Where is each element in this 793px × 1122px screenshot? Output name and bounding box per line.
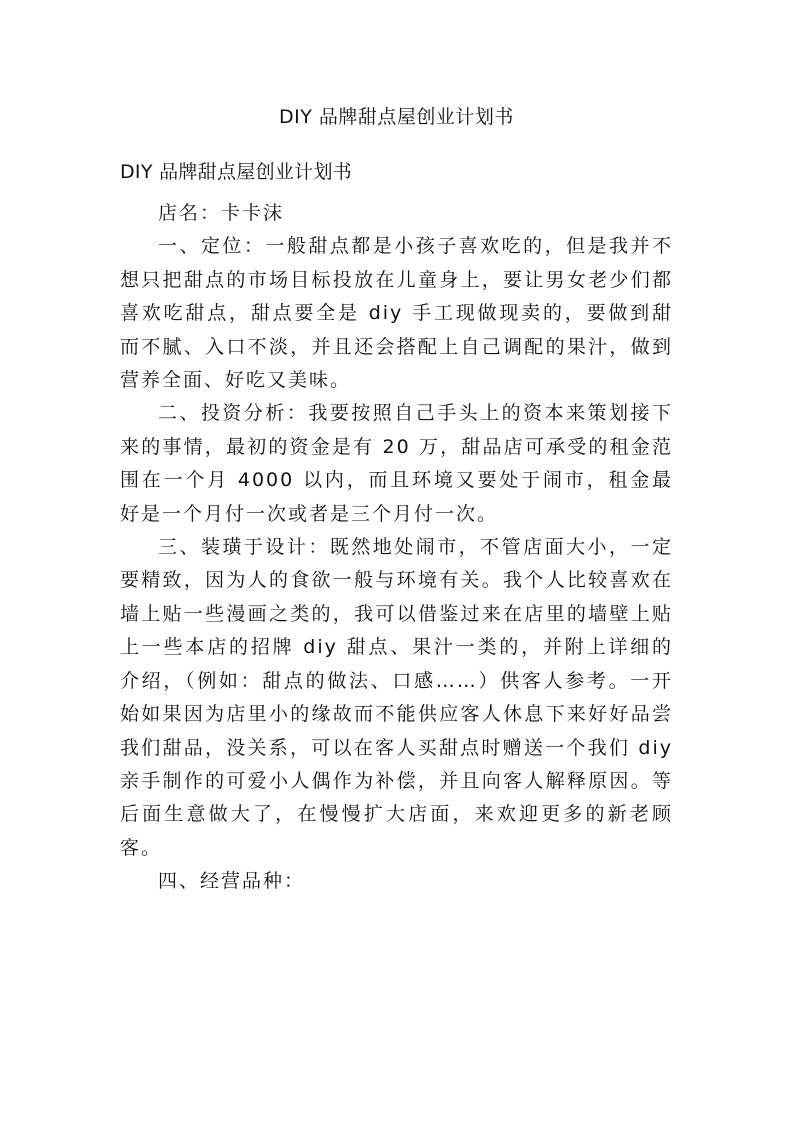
document-body <box>120 156 673 899</box>
document-title: DIY 品牌甜点屋创业计划书 <box>279 106 514 128</box>
paragraph-shop-name: 店名：卡卡沫 <box>158 202 285 224</box>
paragraph-product-varieties: 四、经营品种： <box>158 870 306 893</box>
document-subtitle: DIY 品牌甜点屋创业计划书 <box>120 161 353 183</box>
paragraph-investment-analysis: 二、投资分析：我要按照自己手头上的资本来策划接下来的事情，最初的资金是有 20 万，甜品店可承受的租金范围在一个月 4000 以内，而且环境又要处于闹市，租金最好是一个月付一次或者是三个月付一次。 <box>120 402 673 525</box>
paragraph-decoration-design: 三、装璜于设计：既然地处闹市，不管店面大小，一定要精致，因为人的食欲一般与环境有关。我个人比较喜欢在墙上贴一些漫画之类的，我可以借鉴过来在店里的墙壁上贴上一些本店的招牌 diy 甜点、果汁一类的，并附上详细的介绍，（例如：甜点的做法、口感……）供客人参考。一开始如果因为店里小的缘故而不能供应客人休息下来好好品尝我们甜品，没关系，可以在客人买甜点时赠送一个我们 diy 亲手制作的可爱小人偶作为补偿，并且向客人解释原因。等后面生意做大了，在慢慢扩大店面，来欢迎更多的新老顾客。 <box>120 536 673 859</box>
paragraph-positioning: 一、定位：一般甜点都是小孩子喜欢吃的，但是我并不想只把甜点的市场目标投放在儿童身上，要让男女老少们都喜欢吃甜点，甜点要全是 diy 手工现做现卖的，要做到甜而不腻、入口不淡，并且还会搭配上自己调配的果汁，做到营养全面、好吃又美味。 <box>120 235 673 392</box>
